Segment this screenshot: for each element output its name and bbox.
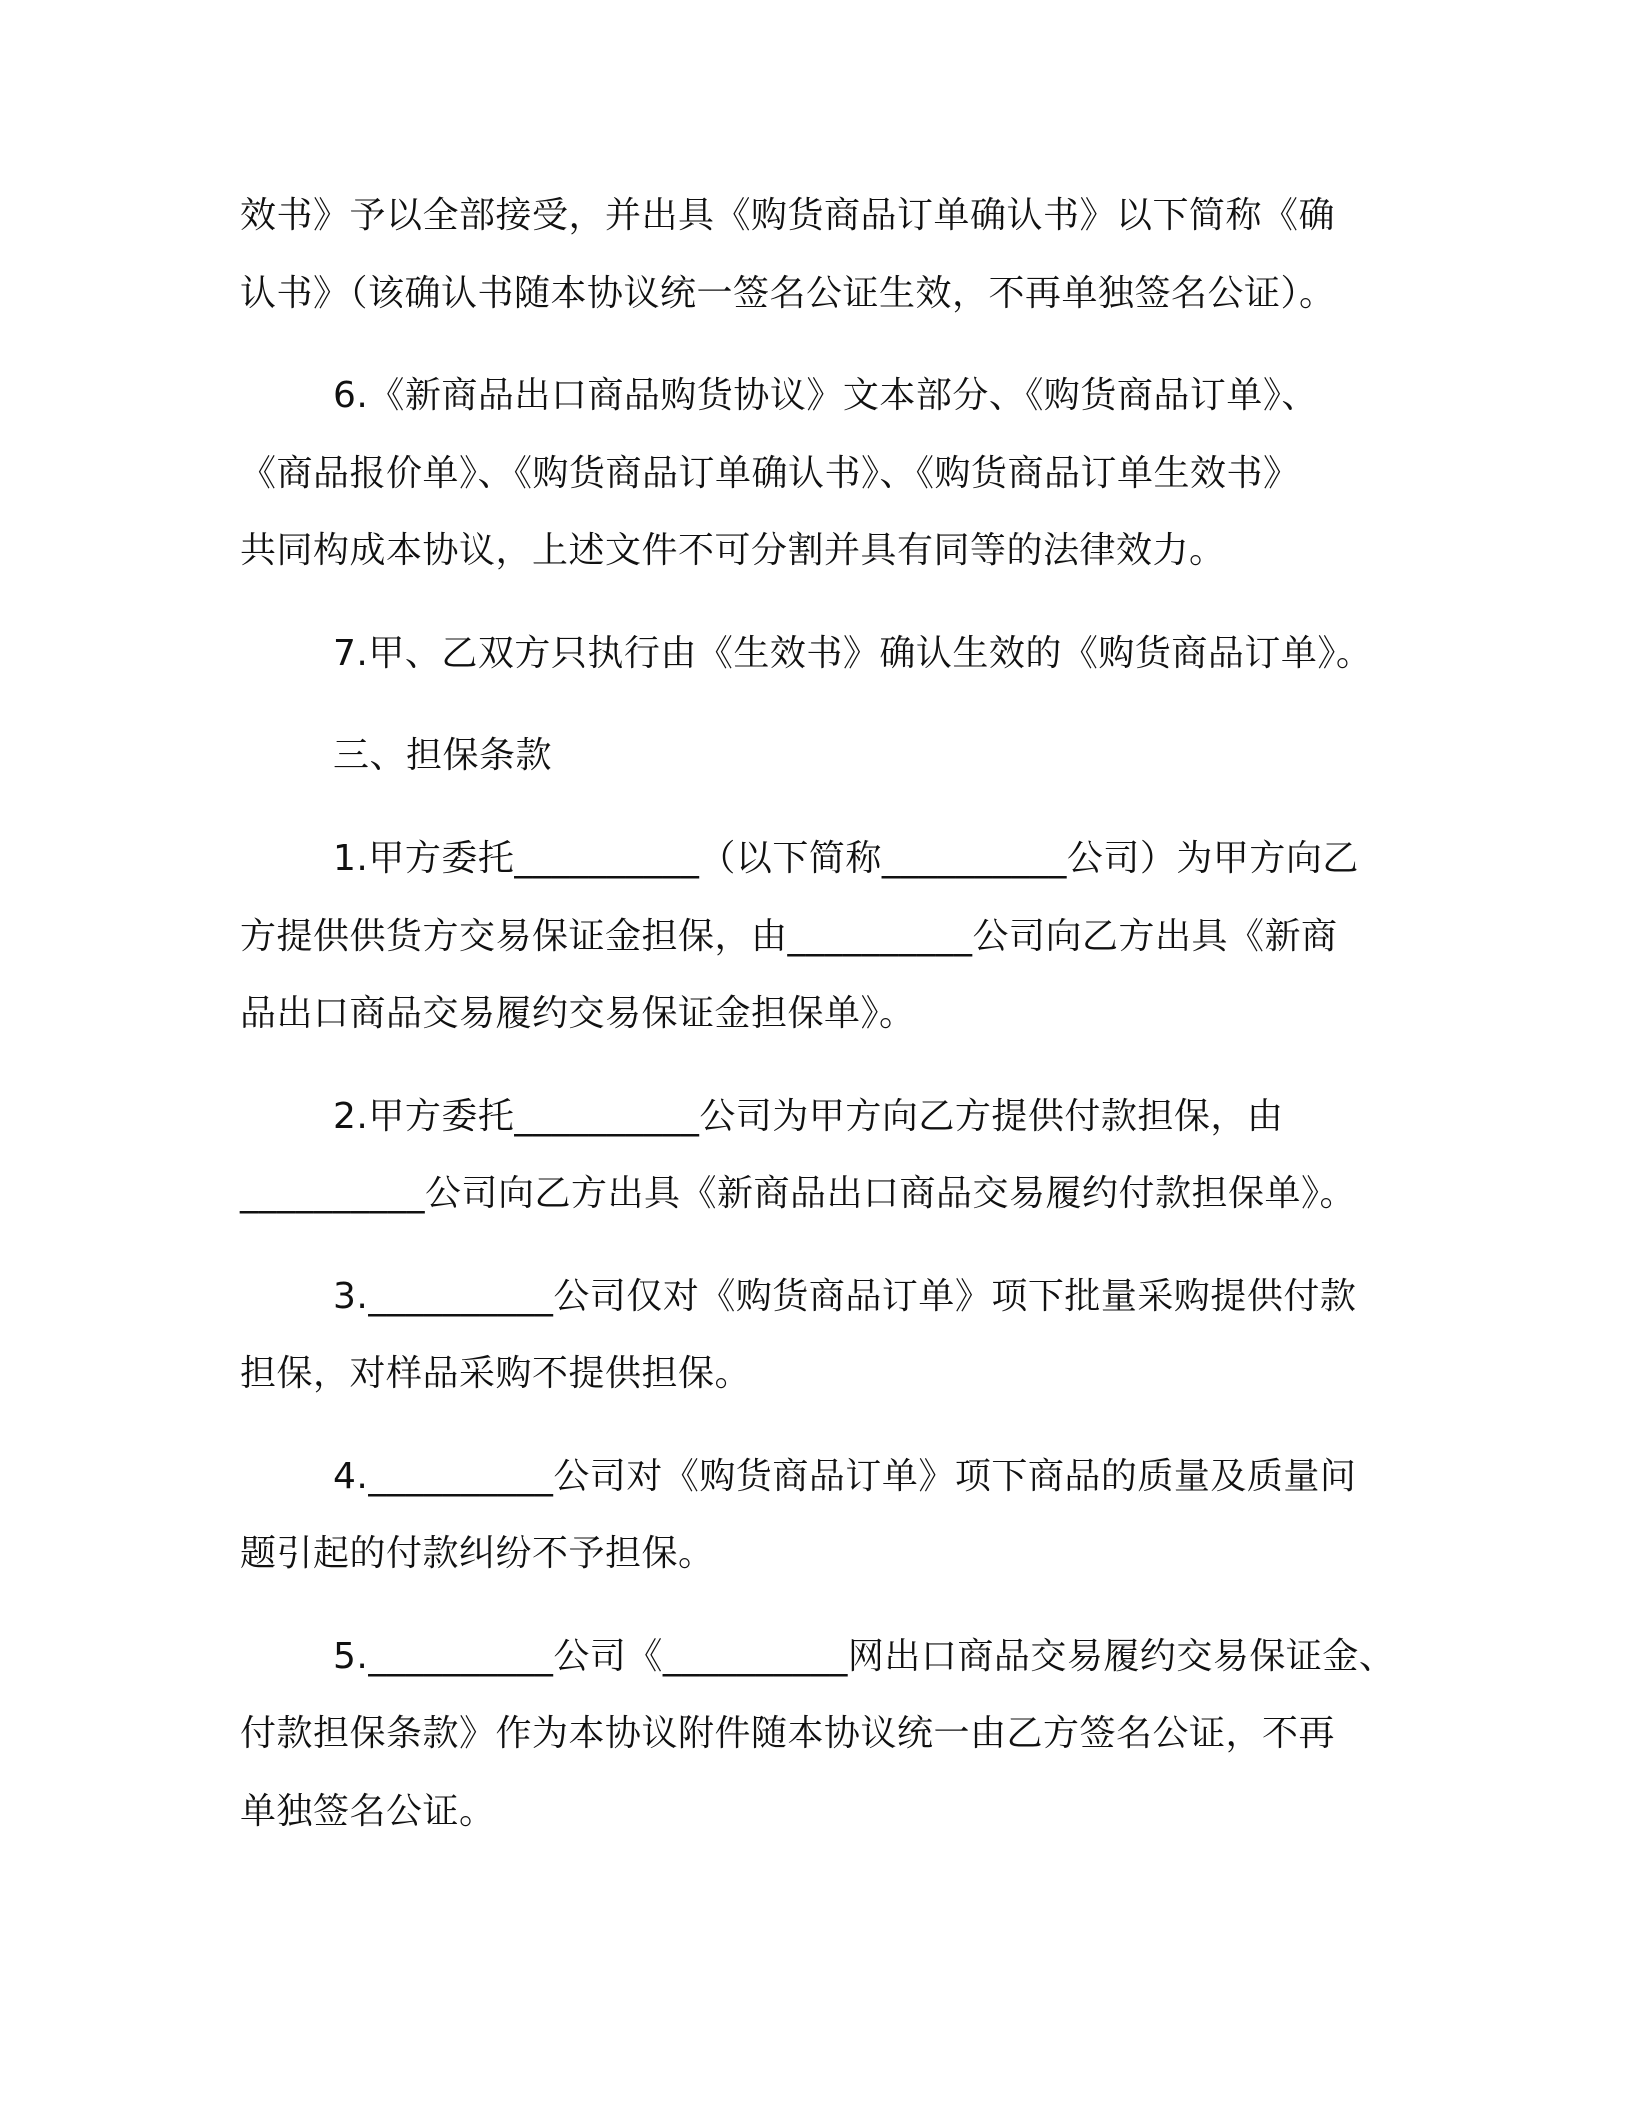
text-line: 担保，对样品采购不提供担保。 (240, 1353, 752, 1394)
text-line: 1.甲方委托__________（以下简称__________公司）为甲方向乙 (333, 838, 1359, 879)
text-line: 4.__________公司对《购货商品订单》项下商品的质量及质量问 (333, 1456, 1357, 1497)
text-line: 效书》予以全部接受，并出具《购货商品订单确认书》以下简称《确 (240, 195, 1336, 236)
text-line: 单独签名公证。 (240, 1791, 496, 1832)
text-line: 题引起的付款纠纷不予担保。 (240, 1533, 715, 1574)
text-line: 共同构成本协议，上述文件不可分割并具有同等的法律效力。 (240, 530, 1226, 571)
text-line: 方提供供货方交易保证金担保，由__________公司向乙方出具《新商 (240, 916, 1338, 957)
text-line: 认书》（该确认书随本协议统一签名公证生效，不再单独签名公证）。 (240, 273, 1336, 314)
text-line: 5.__________公司《__________网出口商品交易履约交易保证金、 (333, 1636, 1396, 1677)
text-line: 3.__________公司仅对《购货商品订单》项下批量采购提供付款 (333, 1276, 1357, 1317)
text-line: 2.甲方委托__________公司为甲方向乙方提供付款担保，由 (333, 1096, 1284, 1137)
text-line: 7.甲、乙双方只执行由《生效书》确认生效的《购货商品订单》。 (333, 633, 1373, 674)
text-line: 付款担保条款》作为本协议附件随本协议统一由乙方签名公证，不再 (240, 1713, 1336, 1754)
section-heading: 三、担保条款 (333, 735, 553, 776)
text-line: 6.《新商品出口商品购货协议》文本部分、《购货商品订单》、 (333, 375, 1318, 416)
text-line: __________公司向乙方出具《新商品出口商品交易履约付款担保单》。 (240, 1173, 1357, 1214)
text-line: 品出口商品交易履约交易保证金担保单》。 (240, 993, 916, 1034)
text-line: 《商品报价单》、《购货商品订单确认书》、《购货商品订单生效书》 (240, 453, 1300, 494)
